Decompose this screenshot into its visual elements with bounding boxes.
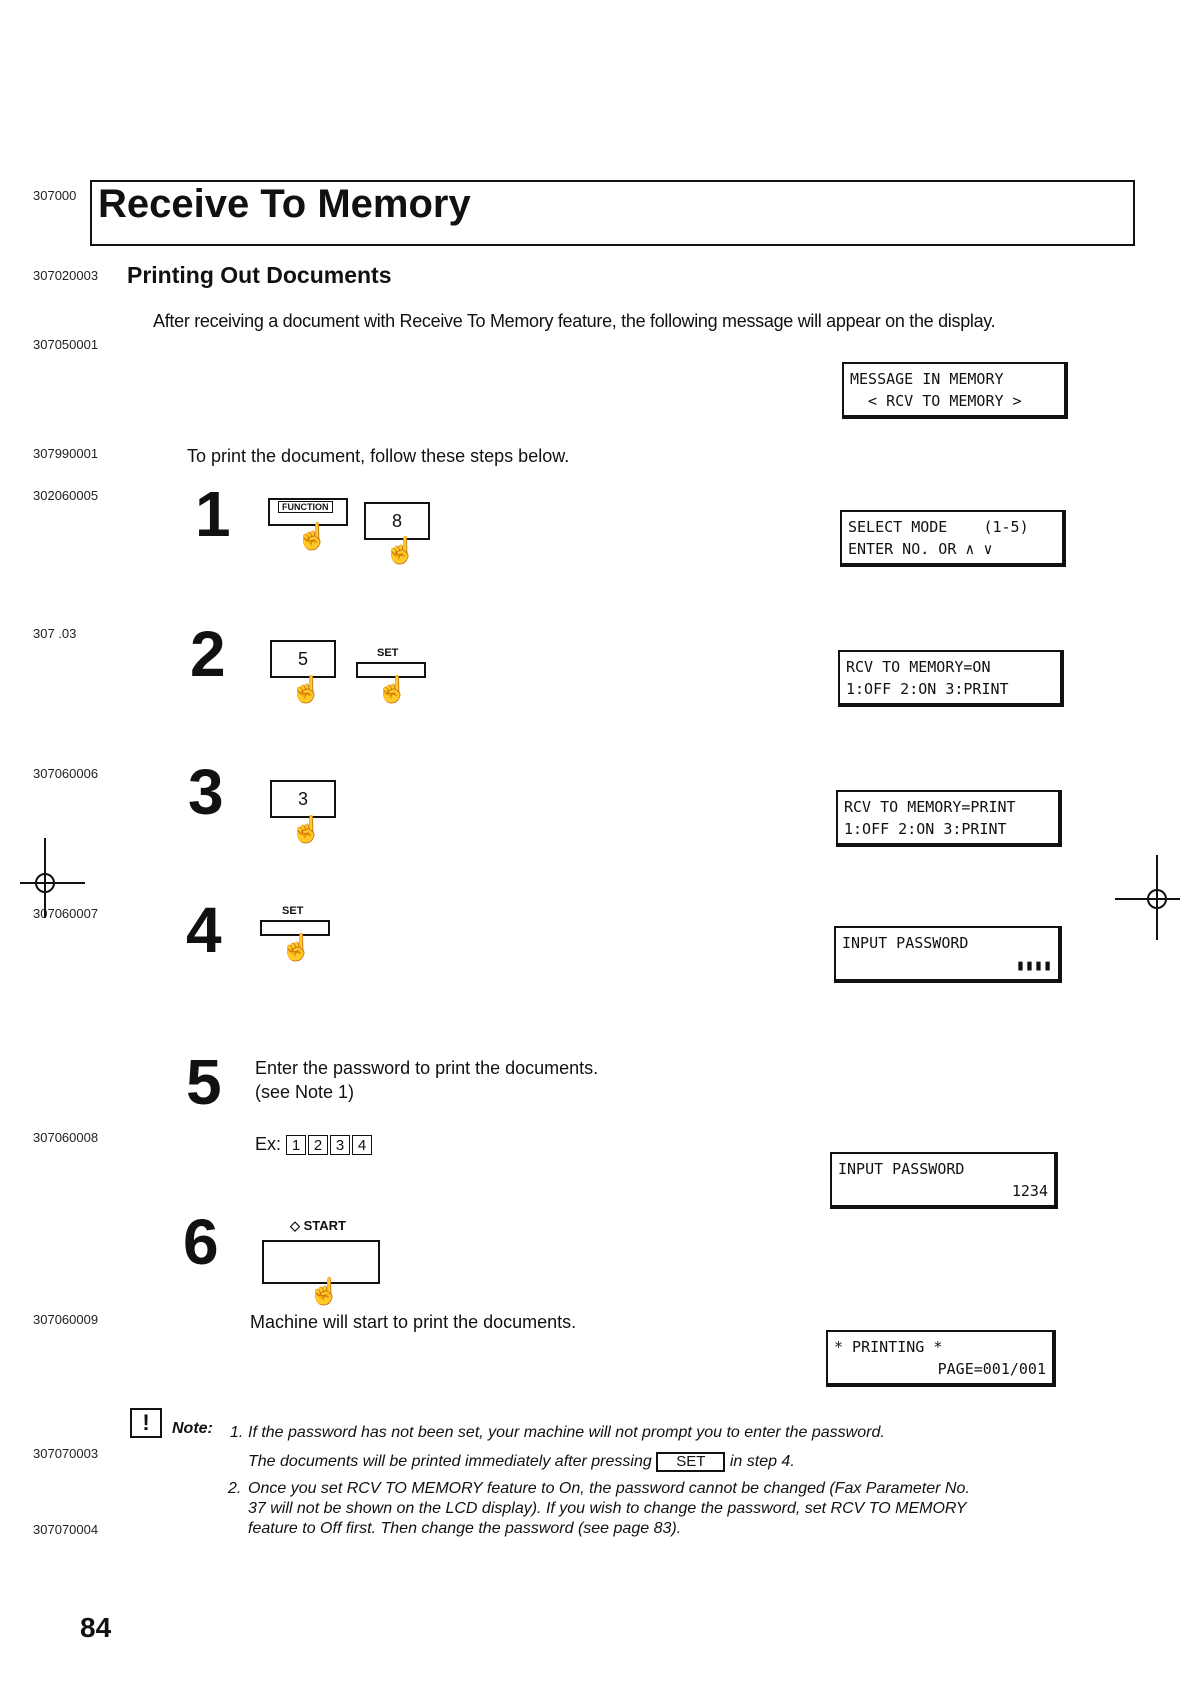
doc-code: 307070003 — [33, 1446, 99, 1461]
lcd-display: * PRINTING * PAGE=001/001 — [826, 1330, 1056, 1387]
step-number: 1 — [195, 478, 231, 550]
registration-crosshair-icon — [20, 838, 90, 928]
step5-text: Enter the password to print the documents. — [255, 1058, 599, 1078]
doc-code: 302060005 — [33, 488, 99, 503]
registration-crosshair-icon — [1115, 855, 1185, 945]
hand-press-icon: ☝ — [384, 535, 417, 565]
doc-code: 307060008 — [33, 1130, 99, 1145]
key-5: 5 — [270, 640, 336, 678]
note-1-line2: The documents will be printed immediately after pressing SET in step 4. — [248, 1453, 795, 1470]
function-key-label: FUNCTION — [278, 501, 333, 513]
hand-press-icon: ☝ — [290, 674, 323, 704]
note-2-number: 2. — [228, 1480, 242, 1497]
hand-press-icon: ☝ — [280, 932, 313, 962]
hand-press-icon: ☝ — [290, 814, 323, 844]
lcd-display: RCV TO MEMORY=ON 1:OFF 2:ON 3:PRINT — [838, 650, 1064, 707]
doc-code: 307020003 — [33, 268, 99, 283]
hand-press-icon: ☝ — [308, 1276, 341, 1306]
doc-code: 307070004 — [33, 1522, 99, 1537]
intro-text: After receiving a document with Receive To Memory feature, the following message will appear on the display. — [153, 311, 996, 331]
start-diamond-icon: ◇ — [290, 1218, 300, 1233]
key-8: 8 — [364, 502, 430, 540]
note-1-line1: If the password has not been set, your machine will not prompt you to enter the password. — [248, 1424, 885, 1441]
note-2-line1: Once you set RCV TO MEMORY feature to On, the password cannot be changed (Fax Parameter No. — [248, 1480, 970, 1497]
start-key-label: ◇ START — [290, 1218, 346, 1233]
note-label: Note: — [172, 1420, 213, 1437]
doc-code: 307 .03 — [33, 626, 77, 641]
step5-note-ref: (see Note 1) — [255, 1082, 355, 1102]
lcd-display: INPUT PASSWORD ▮▮▮▮ — [834, 926, 1062, 983]
step-number: 6 — [183, 1206, 219, 1278]
set-key-label: SET — [377, 647, 399, 659]
page-number: 84 — [80, 1612, 112, 1643]
set-key-label: SET — [282, 905, 304, 917]
step-number: 3 — [188, 756, 224, 828]
step6-text: Machine will start to print the documents. — [250, 1312, 577, 1332]
lcd-display: SELECT MODE (1-5) ENTER NO. OR ∧ ∨ — [840, 510, 1066, 567]
doc-code: 307060009 — [33, 1312, 99, 1327]
lcd-display: INPUT PASSWORD 1234 — [830, 1152, 1058, 1209]
doc-code: 307060007 — [33, 906, 99, 921]
doc-code: 307000 — [33, 188, 77, 203]
key-3: 3 — [270, 780, 336, 818]
step-number: 5 — [186, 1046, 222, 1118]
page-title: Receive To Memory — [98, 182, 471, 226]
note-1-number: 1. — [230, 1424, 244, 1441]
steps-intro: To print the document, follow these steps below. — [187, 446, 570, 466]
doc-code: 307990001 — [33, 446, 99, 461]
step-number: 2 — [190, 618, 226, 690]
set-key-inline: SET — [656, 1452, 725, 1472]
hand-press-icon: ☝ — [376, 674, 409, 704]
doc-code: 307050001 — [33, 337, 99, 352]
section-heading: Printing Out Documents — [127, 262, 392, 288]
example-row: Ex: 1 2 3 4 — [255, 1134, 374, 1155]
step-number: 4 — [186, 894, 222, 966]
note-2-line2: 37 will not be shown on the LCD display). If you wish to change the password, set RCV TO MEMORY — [248, 1500, 967, 1517]
note-2-line3: feature to Off first. Then change the password (see page 83). — [248, 1520, 682, 1537]
hand-press-icon: ☝ — [296, 521, 329, 551]
doc-code: 307060006 — [33, 766, 99, 781]
lcd-display: RCV TO MEMORY=PRINT 1:OFF 2:ON 3:PRINT — [836, 790, 1062, 847]
lcd-display: MESSAGE IN MEMORY < RCV TO MEMORY > — [842, 362, 1068, 419]
note-exclamation-icon: ! — [130, 1408, 162, 1438]
